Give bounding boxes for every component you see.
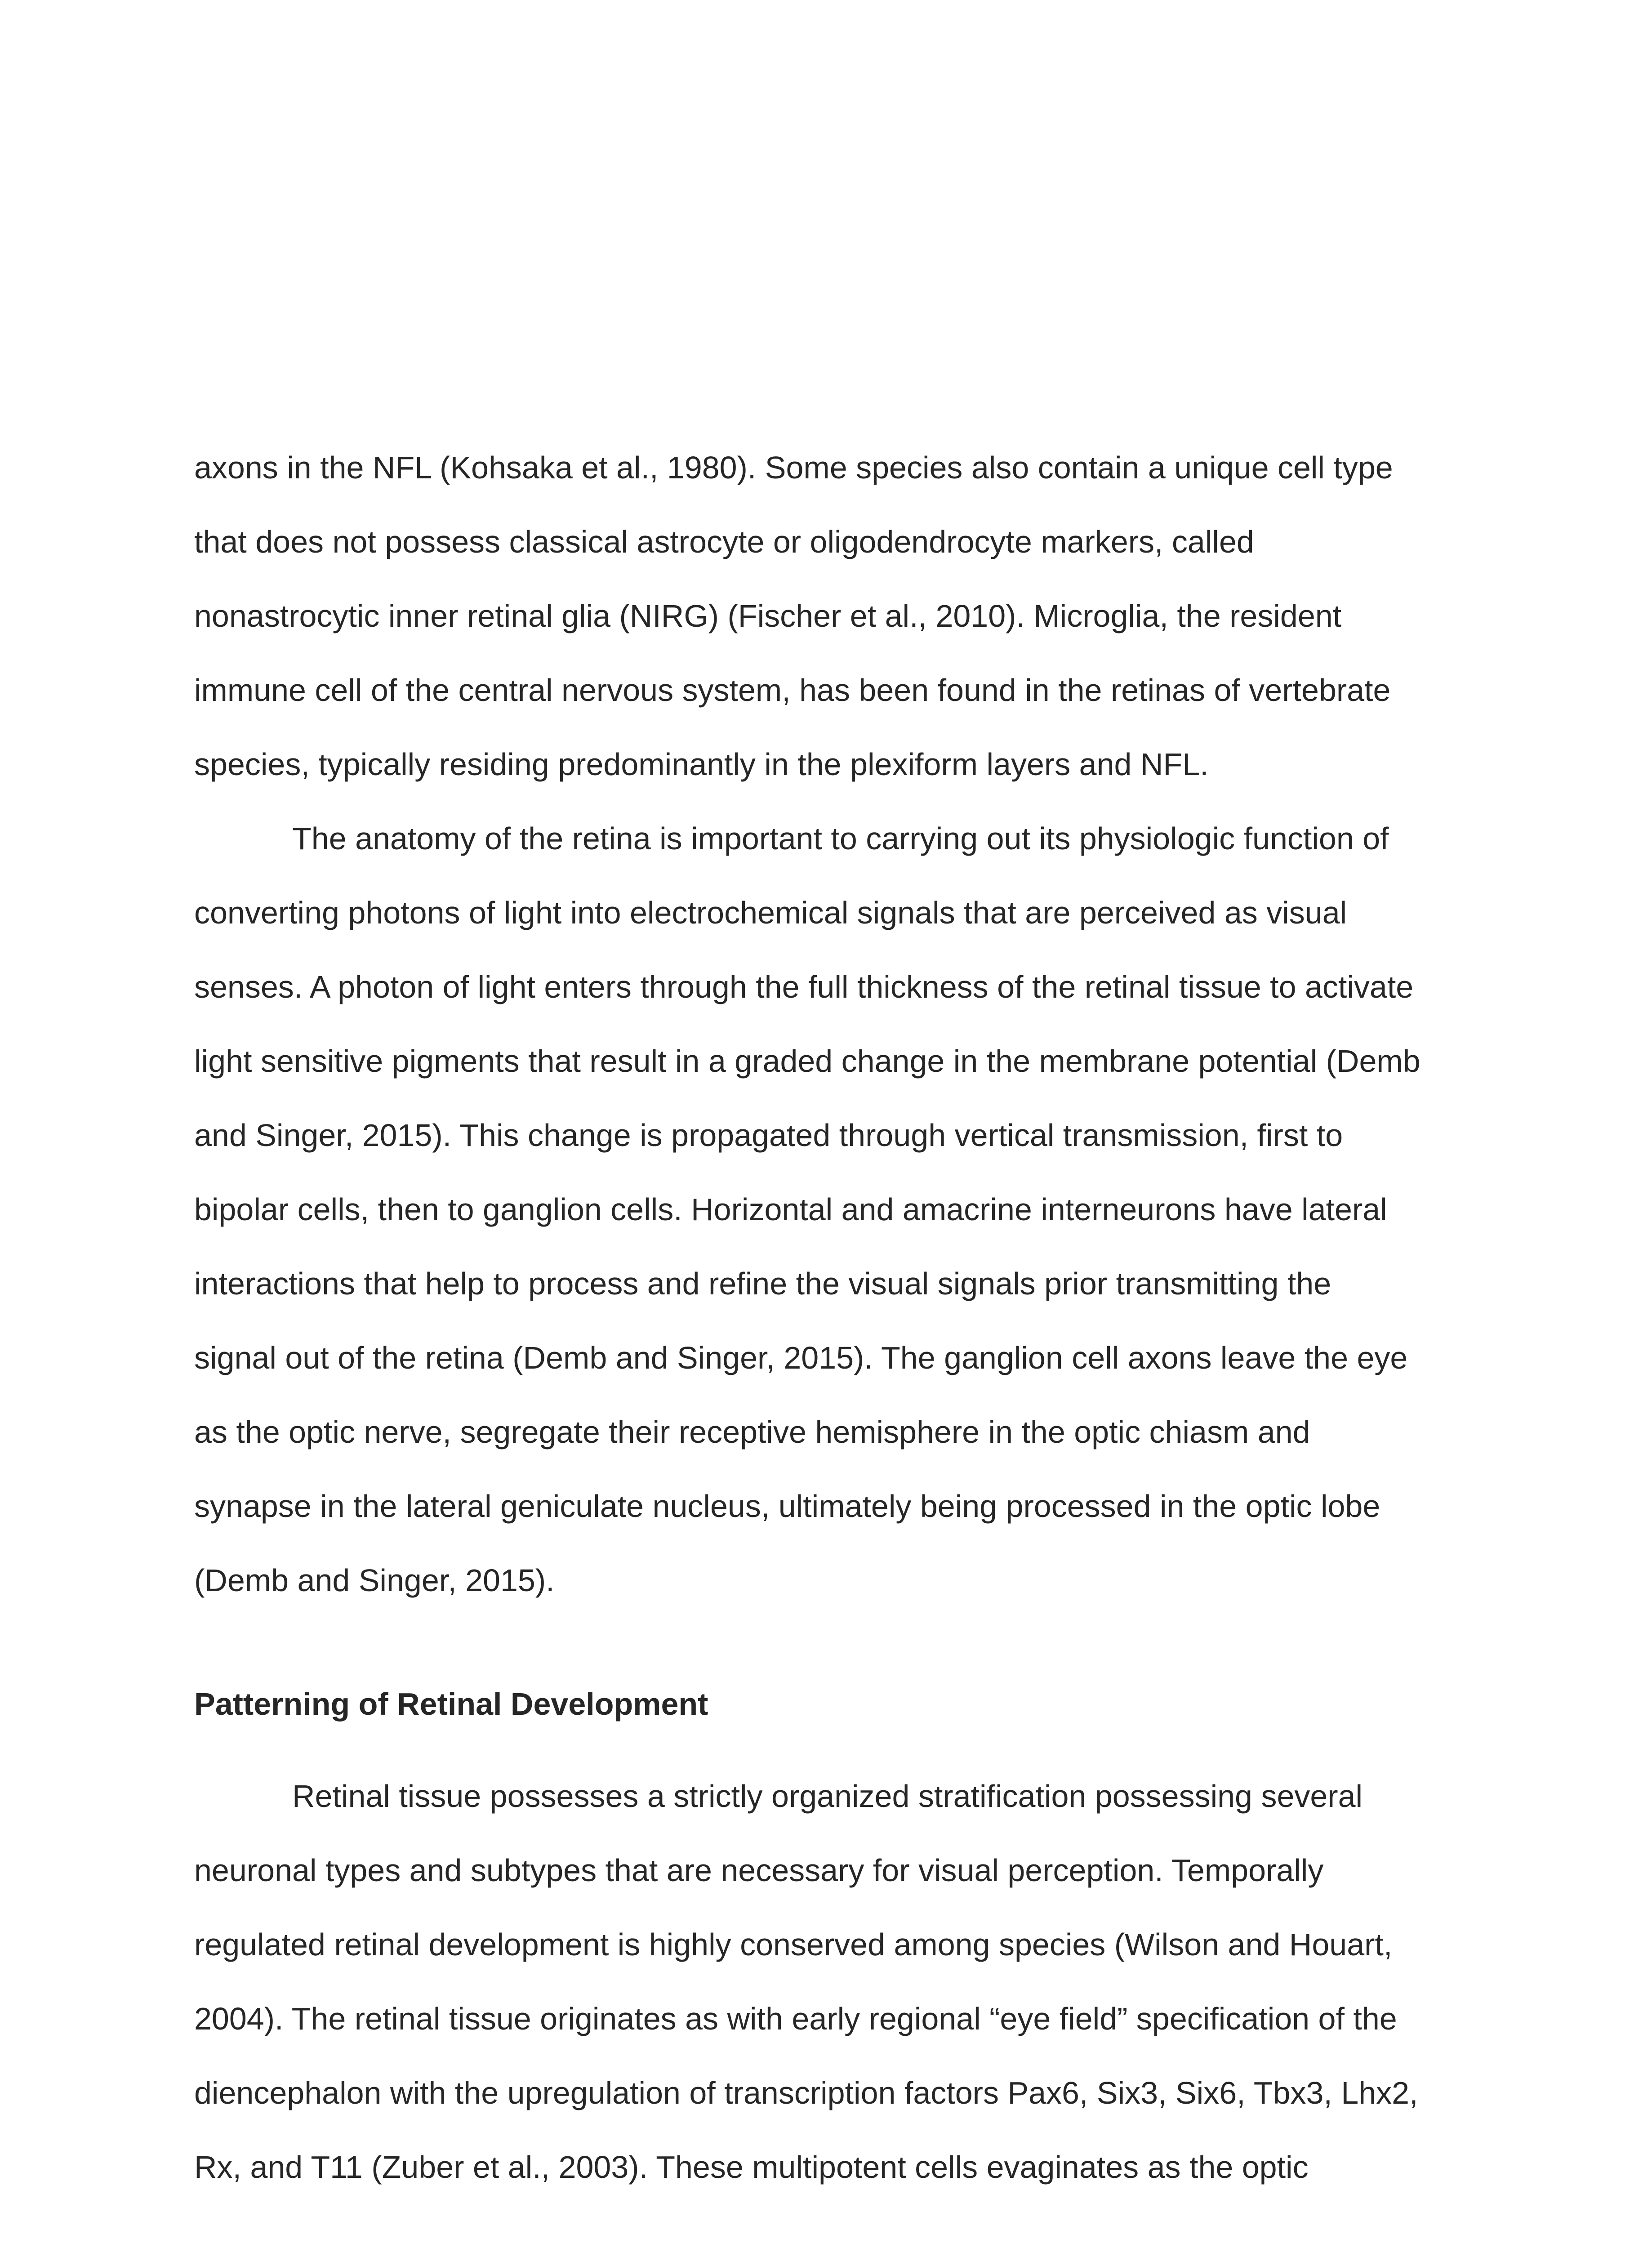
paragraph-2-line-11: (Demb and Singer, 2015). bbox=[194, 1563, 555, 1598]
paragraph-2-line-9: as the optic nerve, segregate their receptive hemisphere in the optic chiasm and bbox=[194, 1414, 1310, 1450]
paragraph-2-line-8: signal out of the retina (Demb and Singer, 2015). The ganglion cell axons leave the eye bbox=[194, 1340, 1408, 1375]
paragraph-2-line-2: converting photons of light into electrochemical signals that are perceived as visual bbox=[194, 895, 1347, 930]
paragraph-1-line-3: nonastrocytic inner retinal glia (NIRG) (Fischer et al., 2010). Microglia, the resident bbox=[194, 598, 1342, 633]
paragraph-3-line-3: regulated retinal development is highly conserved among species (Wilson and Houart, bbox=[194, 1927, 1393, 1962]
paragraph-3-line-2: neuronal types and subtypes that are necessary for visual perception. Temporally bbox=[194, 1853, 1324, 1888]
paragraph-2-line-4: light sensitive pigments that result in a graded change in the membrane potential (Demb bbox=[194, 1044, 1420, 1079]
paragraph-1-line-4: immune cell of the central nervous system, has been found in the retinas of vertebrate bbox=[194, 673, 1391, 708]
paragraph-2-line-7: interactions that help to process and refine the visual signals prior transmitting the bbox=[194, 1266, 1331, 1301]
paragraph-2-line-6: bipolar cells, then to ganglion cells. Horizontal and amacrine interneurons have lateral bbox=[194, 1192, 1387, 1227]
paragraph-3-line-1: Retinal tissue possesses a strictly organized stratification possessing several bbox=[292, 1779, 1363, 1814]
paragraph-2-line-1: The anatomy of the retina is important to carrying out its physiologic function of bbox=[292, 821, 1389, 856]
paragraph-3-line-6: Rx, and T11 (Zuber et al., 2003). These multipotent cells evaginates as the optic bbox=[194, 2150, 1309, 2185]
paragraph-2-line-3: senses. A photon of light enters through the full thickness of the retinal tissue to activate bbox=[194, 969, 1414, 1004]
paragraph-1-line-1: axons in the NFL (Kohsaka et al., 1980). Some species also contain a unique cell type bbox=[194, 450, 1393, 485]
paragraph-1-line-5: species, typically residing predominantly in the plexiform layers and NFL. bbox=[194, 747, 1209, 782]
paragraph-1-line-2: that does not possess classical astrocyte or oligodendrocyte markers, called bbox=[194, 524, 1254, 559]
paragraph-3-line-4: 2004). The retinal tissue originates as with early regional “eye field” specification of the bbox=[194, 2001, 1397, 2036]
paragraph-2-line-5: and Singer, 2015). This change is propagated through vertical transmission, first to bbox=[194, 1118, 1343, 1153]
paragraph-3-line-5: diencephalon with the upregulation of transcription factors Pax6, Six3, Six6, Tbx3, Lhx2, bbox=[194, 2075, 1418, 2110]
section-heading: Patterning of Retinal Development bbox=[194, 1686, 708, 1722]
paragraph-2-line-10: synapse in the lateral geniculate nucleus, ultimately being processed in the optic lobe bbox=[194, 1489, 1380, 1524]
